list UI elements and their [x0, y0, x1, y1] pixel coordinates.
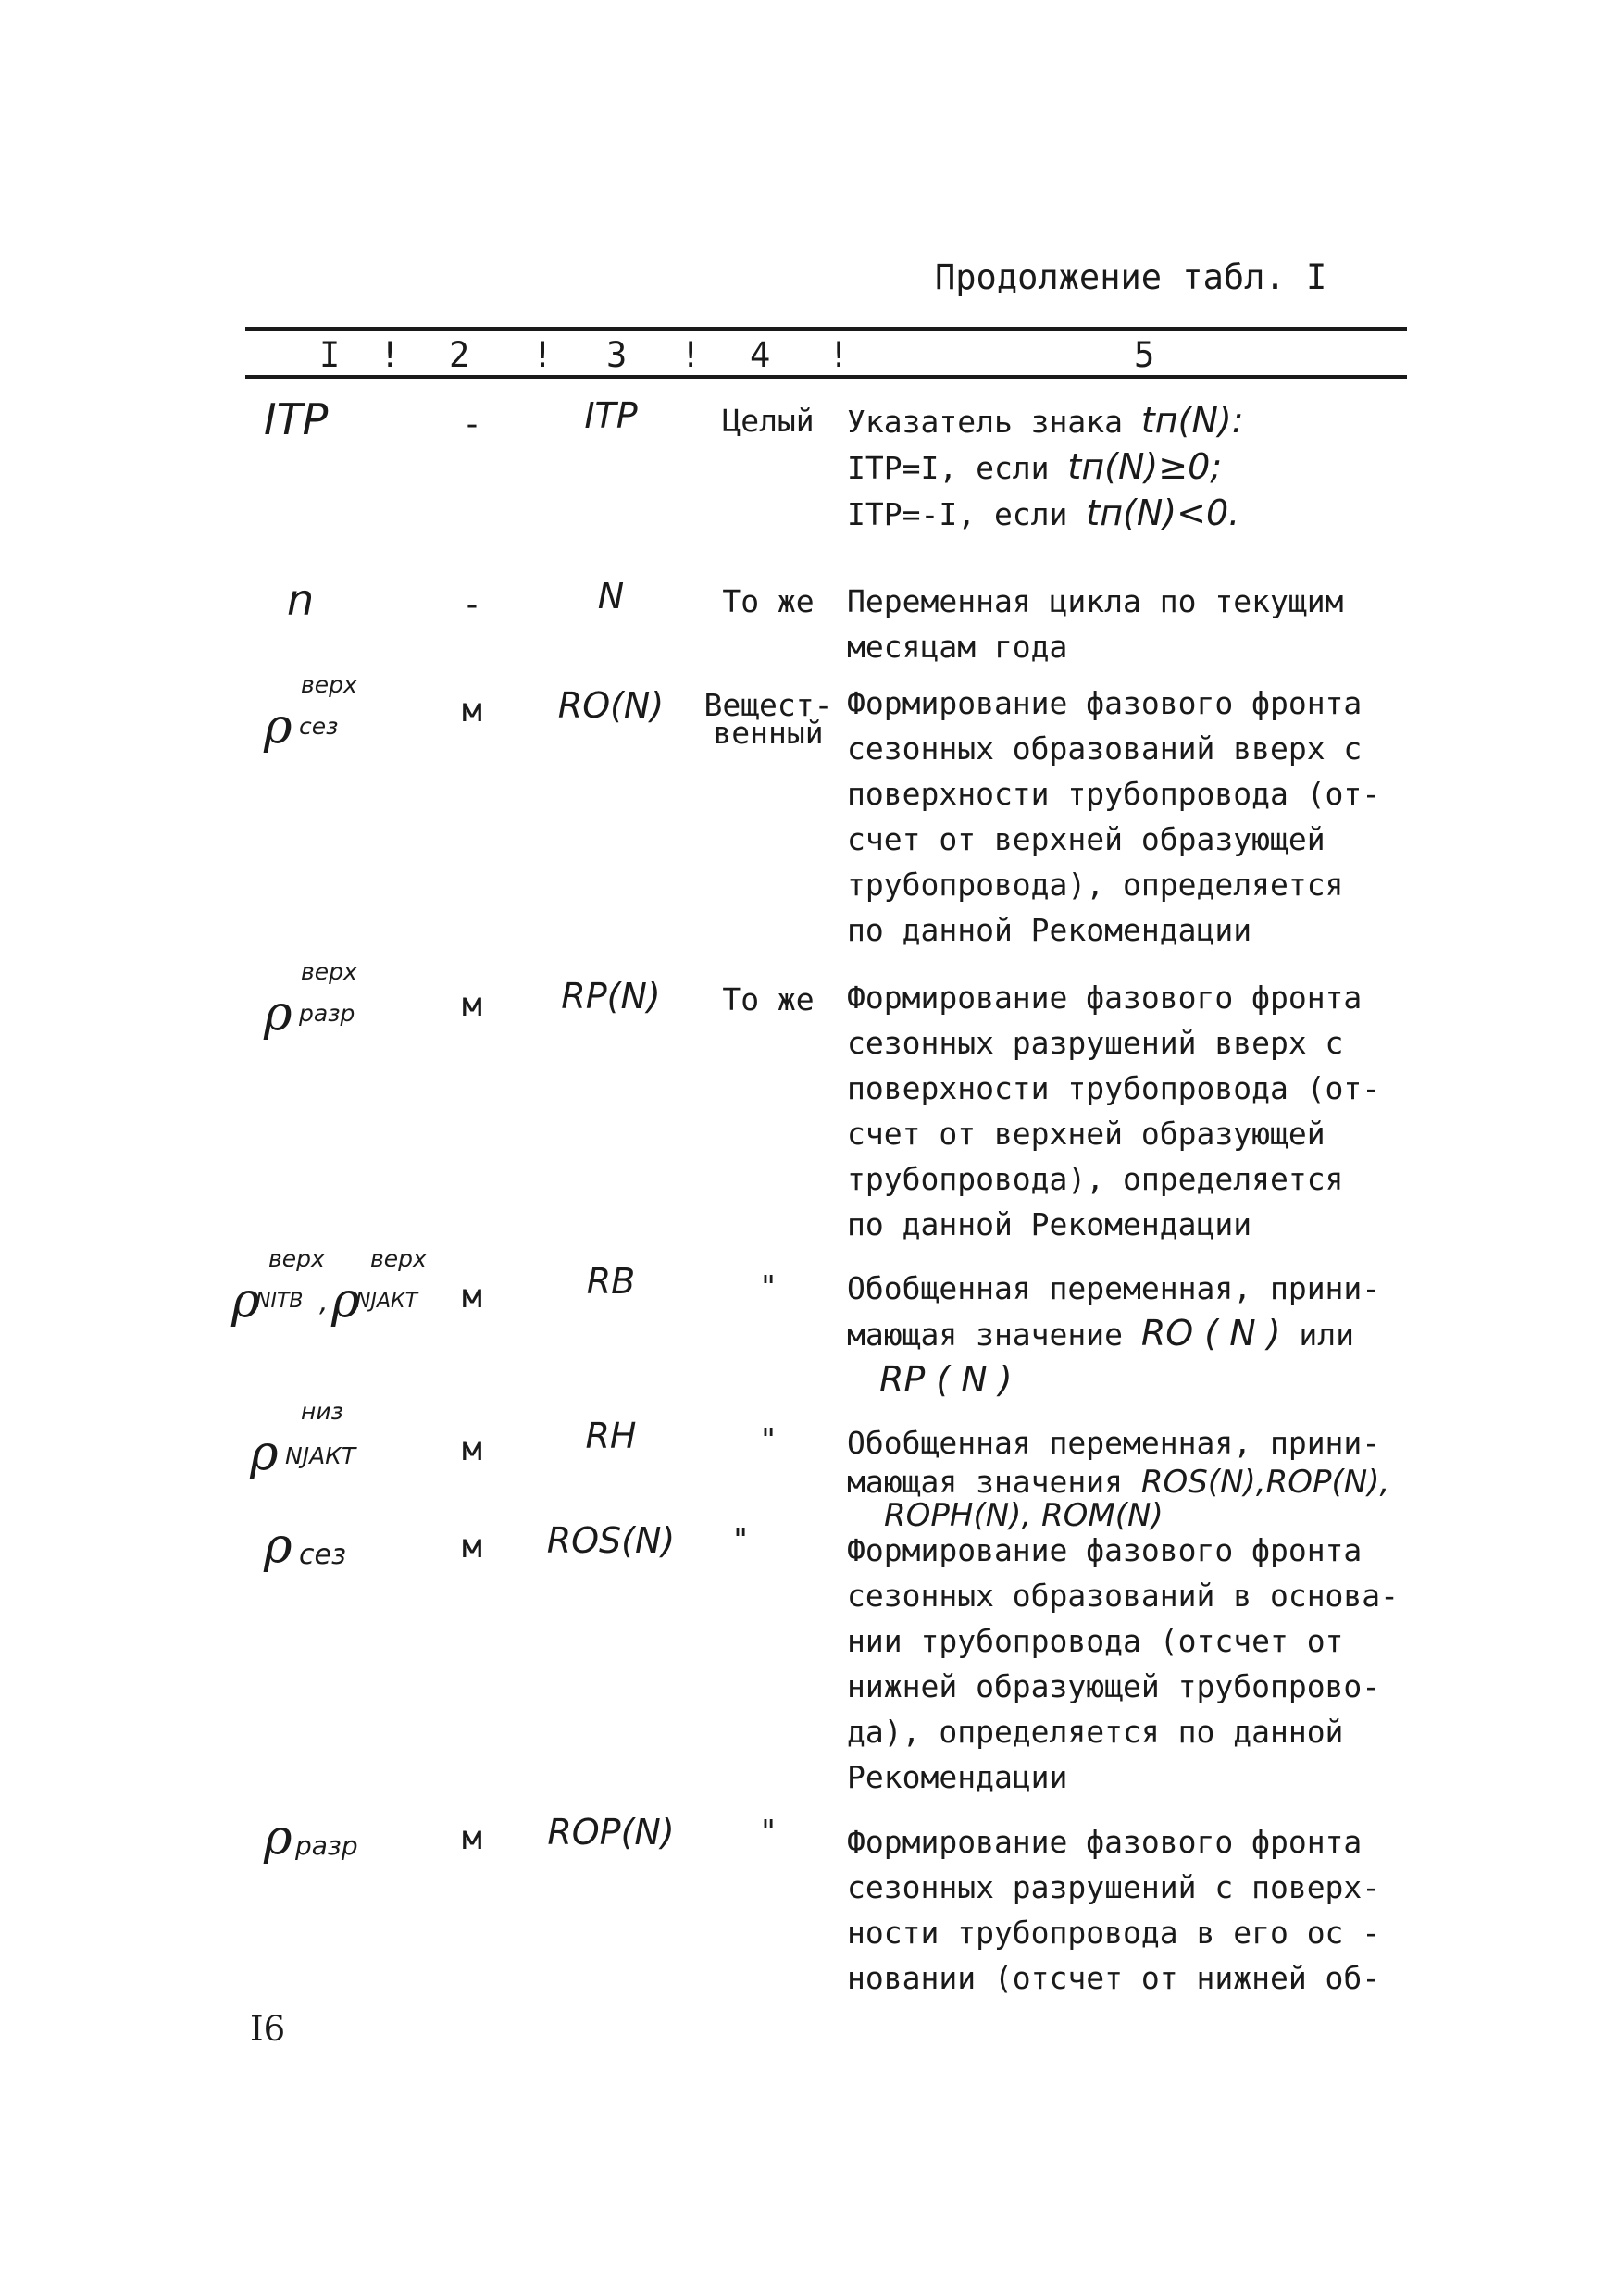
symbol-superscript: верх: [301, 671, 357, 698]
description-line: [847, 491, 1421, 537]
description-line: трубопровода), определяется: [847, 1161, 1344, 1197]
symbol-base: ρ: [331, 1273, 360, 1329]
symbol-base: ρ: [231, 1273, 260, 1329]
description-line: да), определяется по данной: [847, 1714, 1344, 1750]
symbol-subscript: сез: [299, 713, 339, 740]
symbol: n: [287, 575, 315, 625]
identifier-cell: [518, 1418, 703, 1454]
description-line: [847, 444, 1421, 491]
description-line: сезонных разрушений вверх с: [847, 1025, 1344, 1061]
identifier: RB: [586, 1261, 636, 1302]
identifier-cell: [518, 1261, 703, 1302]
identifier: RP(N): [561, 976, 661, 1017]
description-cell: [847, 1819, 1421, 2001]
description-cell: [847, 680, 1421, 953]
header-sep-3: !: [680, 335, 702, 375]
description-line: Формирование фазового фронта: [847, 1824, 1363, 1860]
description-line: счет от верхней образующей: [847, 1116, 1326, 1152]
description-line: Переменная цикла по текущим: [847, 583, 1344, 619]
identifier: RH: [585, 1416, 637, 1456]
description-cell: [847, 975, 1421, 1247]
symbol: [264, 1810, 384, 1875]
identifier-cell: [518, 685, 703, 726]
unit-cell: -: [462, 586, 482, 624]
symbol-subscript: NJАКТ: [285, 1442, 356, 1469]
page-number: I6: [250, 2009, 286, 2049]
description-line: Рекомендации: [847, 1759, 1068, 1795]
header-col-4: 4: [750, 335, 771, 375]
type-cell: ": [731, 1521, 750, 1557]
type-cell: ": [759, 1268, 778, 1304]
symbol-base: ρ: [264, 1810, 292, 1866]
description-line: [847, 1357, 1421, 1404]
unit-cell: м: [462, 692, 482, 730]
formula: ROS(N),ROP(N),: [1140, 1464, 1390, 1501]
formula: tп(N)≥0;: [1067, 446, 1223, 487]
description-line: [847, 1311, 1421, 1357]
identifier: ITP: [584, 395, 638, 436]
type-cell: ": [759, 1813, 778, 1849]
symbol-subscript: сез: [299, 1539, 346, 1571]
description-line: сезонных образований вверх с: [847, 730, 1363, 767]
symbol-superscript: верх: [301, 958, 357, 985]
formula: tп(N)<0.: [1086, 493, 1240, 533]
header-top-rule: [245, 327, 1407, 331]
symbol-superscript: верх: [370, 1245, 427, 1272]
type-cell: ": [759, 1421, 778, 1457]
identifier-cell: [518, 1812, 703, 1853]
identifier-cell: [518, 576, 703, 617]
formula: ROPH(N), ROM(N): [884, 1497, 1164, 1534]
header-col-2: 2: [449, 335, 470, 375]
description-cell: [847, 1424, 1421, 1534]
type-cell: То же: [722, 981, 815, 1017]
description-line: [847, 1497, 1421, 1534]
description-line: [847, 1463, 1421, 1502]
symbol-subscript: разр: [299, 1000, 355, 1027]
description-line: Формирование фазового фронта: [847, 685, 1363, 721]
description-text: или: [1299, 1316, 1355, 1353]
description-cell: [847, 398, 1421, 537]
unit-cell: м: [462, 1528, 482, 1566]
identifier: RO(N): [557, 685, 665, 726]
symbol: ITP: [264, 394, 329, 444]
description-line: Обобщенная переменная, прини-: [847, 1425, 1381, 1461]
symbol-separator: ,: [319, 1286, 329, 1318]
symbol: [264, 958, 375, 1042]
header-sep-1: !: [380, 335, 401, 375]
symbol-subscript: NJАКТ: [355, 1290, 418, 1313]
symbol: [250, 1398, 389, 1481]
symbol-superscript: верх: [268, 1245, 325, 1272]
description-line: счет от верхней образующей: [847, 821, 1326, 857]
symbol-superscript: низ: [301, 1398, 343, 1425]
identifier: ROP(N): [547, 1812, 675, 1853]
description-line: новании (отсчет от нижней об-: [847, 1960, 1381, 1996]
description-line: по данной Рекомендации: [847, 1206, 1252, 1242]
description-line: ности трубопровода в его ос -: [847, 1915, 1381, 1951]
symbol-base: ρ: [264, 1518, 292, 1574]
unit-cell: м: [462, 1430, 482, 1468]
symbol: [231, 1245, 463, 1329]
type-cell: Целый: [722, 403, 815, 439]
description-line: сезонных образований в основа-: [847, 1578, 1400, 1614]
description-text: мающая значение: [847, 1316, 1124, 1353]
identifier: ROS(N): [546, 1520, 676, 1561]
symbol-subscript: разр: [295, 1830, 358, 1861]
type-cell: [694, 687, 842, 751]
type-line: Вещест-: [703, 687, 833, 723]
description-line: трубопровода), определяется: [847, 867, 1344, 903]
symbol-cell: [250, 1398, 463, 1485]
header-sep-4: !: [828, 335, 850, 375]
description-cell: [847, 1266, 1421, 1404]
description-line: [847, 398, 1421, 444]
unit-cell: м: [462, 986, 482, 1024]
description-line: по данной Рекомендации: [847, 912, 1252, 948]
description-line: Формирование фазового фронта: [847, 980, 1363, 1016]
table-continuation-caption: Продолжение табл. I: [935, 257, 1327, 297]
type-cell: То же: [722, 583, 815, 619]
description-text: ITP=I, если: [847, 450, 1050, 486]
description-line: Формирование фазового фронта: [847, 1532, 1363, 1568]
header-col-3: 3: [606, 335, 628, 375]
symbol: [264, 1518, 375, 1583]
symbol-base: ρ: [250, 1426, 279, 1481]
formula: tп(N):: [1140, 400, 1244, 441]
symbol: [264, 671, 375, 755]
identifier-cell: [518, 976, 703, 1017]
description-text: мающая значения: [847, 1464, 1124, 1500]
identifier-cell: [518, 395, 703, 436]
header-sep-2: !: [532, 335, 554, 375]
description-line: поверхности трубопровода (от-: [847, 776, 1381, 812]
description-cell: [847, 1528, 1421, 1800]
description-line: месяцам года: [847, 629, 1068, 665]
symbol-subscript: NITВ: [255, 1290, 304, 1313]
unit-cell: м: [462, 1278, 482, 1316]
identifier: N: [597, 576, 625, 617]
description-line: нии трубопровода (отсчет от: [847, 1623, 1344, 1659]
description-line: сезонных разрушений с поверх-: [847, 1869, 1381, 1905]
symbol-cell: [231, 1245, 444, 1332]
header-col-5: 5: [1134, 335, 1155, 375]
type-line: венный: [713, 715, 824, 751]
description-text: Указатель знака: [847, 404, 1124, 440]
header-bottom-rule: [245, 375, 1407, 379]
description-line: поверхности трубопровода (от-: [847, 1070, 1381, 1106]
unit-cell: м: [462, 1819, 482, 1857]
formula: RO ( N ): [1140, 1313, 1281, 1354]
formula: RP ( N ): [879, 1359, 1013, 1400]
description-cell: [847, 579, 1421, 669]
symbol-base: ρ: [264, 699, 292, 755]
symbol-base: ρ: [264, 986, 292, 1042]
unit-cell: -: [462, 406, 482, 443]
description-text: ITP=-I, если: [847, 496, 1068, 532]
description-line: Обобщенная переменная, прини-: [847, 1270, 1381, 1306]
header-col-1: I: [319, 335, 341, 375]
description-line: нижней образующей трубопрово-: [847, 1668, 1381, 1704]
